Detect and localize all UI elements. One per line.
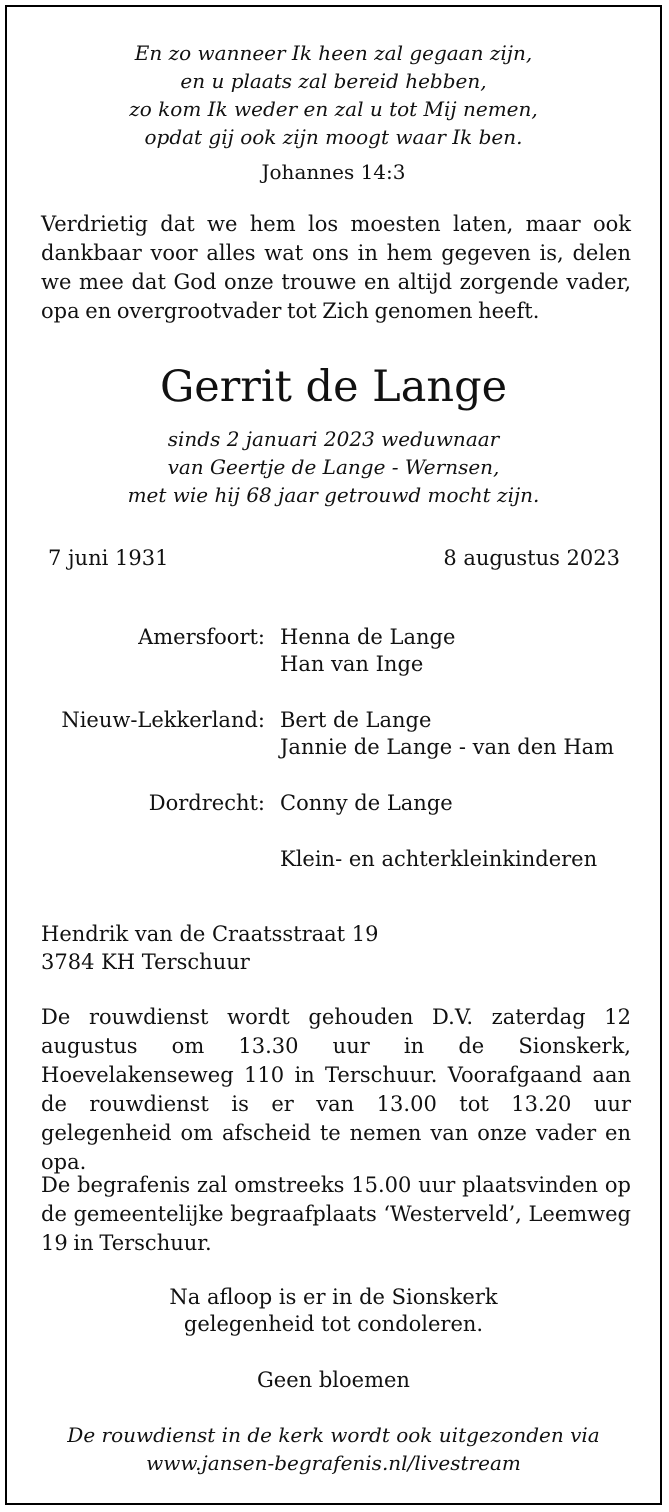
family-member: Han van Inge	[280, 652, 424, 676]
birth-date: 7 juni 1931	[48, 546, 169, 570]
family-names	[280, 624, 455, 678]
flowers-note: Geen bloemen	[257, 1368, 410, 1392]
subtitle-line: van Geertje de Lange - Wernsen,	[167, 455, 500, 479]
family-names	[280, 790, 453, 817]
deceased-name: Gerrit de Lange	[159, 362, 508, 412]
family-member: Klein- en achterkleinkinderen	[280, 847, 598, 871]
livestream-url: www.jansen-begrafenis.nl/livestream	[146, 1451, 521, 1475]
family-place: Nieuw-Lekkerland:	[61, 708, 265, 732]
address-line: 3784 KH Terschuur	[41, 950, 250, 974]
burial-text: De begrafenis zal omstreeks 15.00 uur plaatsvinden op de gemeentelijke begraafplaats ‘Westerveld’, Leemweg 19 in Terschuur.	[41, 1173, 631, 1255]
livestream-line: De rouwdienst in de kerk wordt ook uitgezonden via	[67, 1423, 600, 1447]
condolence-line: gelegenheid tot condoleren.	[183, 1312, 484, 1336]
family-place: Dordrecht:	[148, 791, 265, 815]
intro-text: Verdrietig dat we hem los moesten laten, maar ook dankbaar voor alles wat ons in hem gegeven is, delen we mee dat God onze trouwe en altijd zorgende vader, opa en overgrootvader tot Zich genomen heeft.	[41, 212, 631, 323]
verse-reference: Johannes 14:3	[261, 160, 406, 184]
verse-line: opdat gij ook zijn moogt waar Ik ben.	[144, 125, 523, 149]
service-text: De rouwdienst wordt gehouden D.V. zaterdag 12 augustus om 13.30 uur in de Sionskerk, Hoevelakenseweg 110 in Terschuur. Voorafgaand aan de rouwdienst is er van 13.00 tot 13.20 uur gelegenheid om afscheid te nemen van onze vader en opa.	[41, 1005, 631, 1174]
verse-line: zo kom Ik weder en zal u tot Mij nemen,	[129, 97, 538, 121]
verse-line: en u plaats zal bereid hebben,	[180, 69, 487, 93]
family-names	[280, 846, 597, 873]
subtitle-line: sinds 2 januari 2023 weduwnaar	[167, 427, 500, 451]
family-member: Henna de Lange	[280, 625, 456, 649]
family-place: Amersfoort:	[138, 625, 265, 649]
family-member: Bert de Lange	[280, 708, 432, 732]
verse-line: En zo wanneer Ik heen zal gegaan zijn,	[134, 41, 533, 65]
condolence-line: Na afloop is er in de Sionskerk	[169, 1285, 498, 1309]
death-date: 8 augustus 2023	[443, 546, 620, 570]
subtitle-line: met wie hij 68 jaar getrouwd mocht zijn.	[127, 483, 540, 507]
family-member: Conny de Lange	[280, 791, 453, 815]
obituary-card	[5, 5, 662, 1505]
family-member: Jannie de Lange - van den Ham	[280, 735, 615, 759]
address-line: Hendrik van de Craatsstraat 19	[41, 922, 379, 946]
family-names	[280, 707, 614, 761]
